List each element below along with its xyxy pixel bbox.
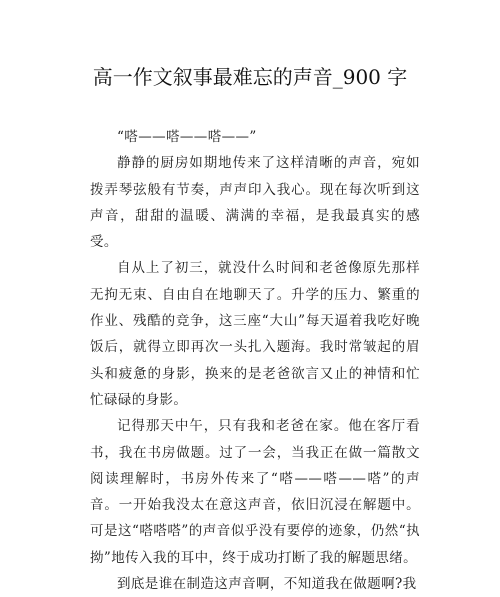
paragraph-3: 记得那天中午，只有我和老爸在家。他在客厅看书，我在书房做题。过了一会，当我正在做一篇散文阅读理解时，书房外传来了“嗒——嗒——嗒”的声音。一开始我没太在意这声音，依旧沉浸在解题中。可是这“嗒嗒嗒”的声音似乎没有要停的迹象，仍然“执拗”地传入我的耳中，终于成功打断了我的解题思绪。 <box>90 418 420 566</box>
page-title: 高一作文叙事最难忘的声音_900 字 <box>92 65 408 89</box>
paragraph-1: 静静的厨房如期地传来了这样清晰的声音，宛如拨弄琴弦般有节奏，声声印入我心。现在每次听到这声音，甜甜的温暖、满满的幸福，是我最真实的感受。 <box>90 155 420 251</box>
paragraph-2: 自从上了初三，就没什么时间和老爸像原先那样无拘无束、自由自在地聊天了。升学的压力、繁重的作业、残酷的竞争，这三座“大山”每天逼着我吃好晚饭后，就得立即再次一头扎入题海。我时常皱起的眉头和疲惫的身影，换来的是老爸欲言又止的神情和忙忙碌碌的身影。 <box>90 260 420 408</box>
article-body <box>90 124 420 597</box>
paragraph-onomatopoeia: “嗒——嗒——嗒——” <box>117 129 257 145</box>
paragraph-4: 到底是谁在制造这声音啊，不知道我在做题啊?我 <box>117 576 417 593</box>
